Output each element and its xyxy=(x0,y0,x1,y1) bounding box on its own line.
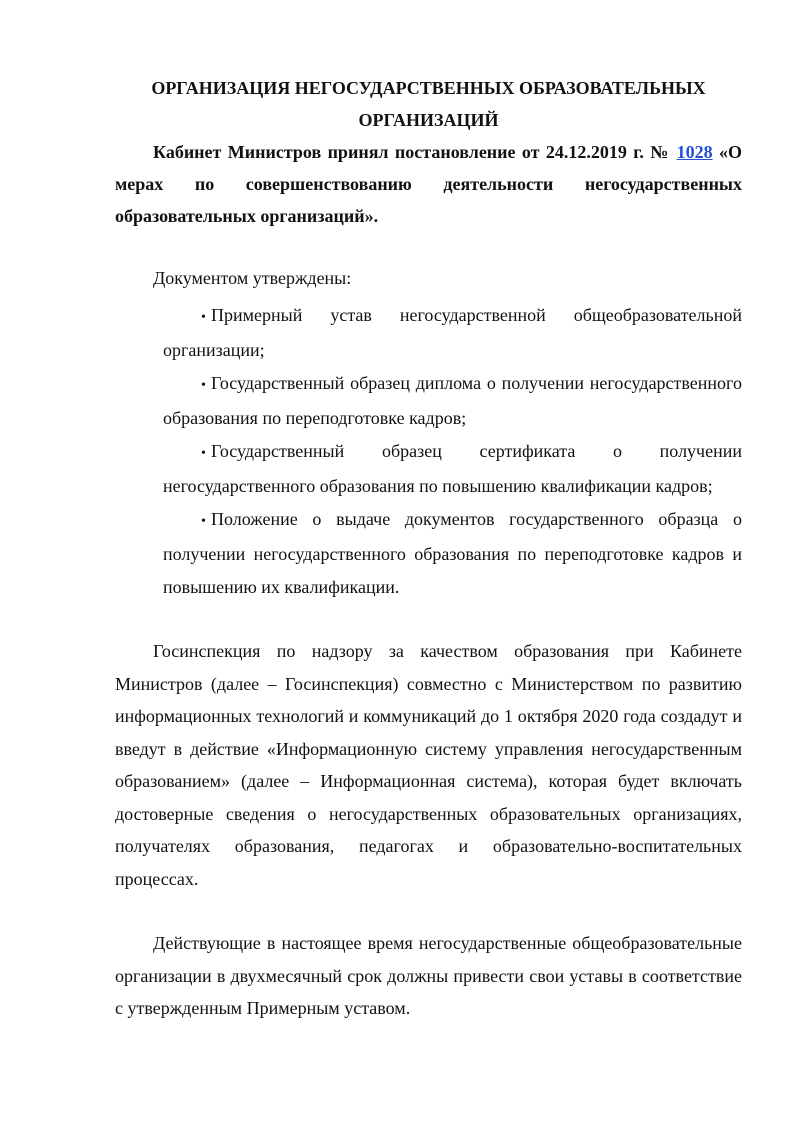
list-item-text: Государственный образец диплома о получении негосударственного образования по переподготовке кадров; xyxy=(163,372,742,428)
inspection-paragraph: Госинспекция по надзору за качеством образования при Кабинете Министров (далее – Госинспекция) совместно с Министерством по развитию информационных технологий и коммуникаций до 1 октября 2020 года создадут и введут в действие «Информационную систему управления негосударственным образованием» (далее – Информационная система), которая будет включать достоверные сведения о негосударственных образовательных организациях, получателях образования, педагогах и образовательно-воспитательных процессах. xyxy=(115,641,742,889)
decree-number-link[interactable]: 1028 xyxy=(676,142,713,162)
list-item xyxy=(163,503,742,604)
decree-title: «О мерах по совершенствованию деятельности негосударственных образовательных организаций». xyxy=(115,142,742,226)
bullet-icon: • xyxy=(201,445,206,461)
list-item-text: Положение о выдаче документов государственного образца о получении негосударственного образования по переподготовке кадров и повышению их квалификации. xyxy=(163,508,742,597)
bullet-icon: • xyxy=(201,377,206,393)
bullet-icon: • xyxy=(201,309,206,325)
bullet-icon: • xyxy=(201,513,206,529)
approved-intro: Документом утверждены: xyxy=(153,268,352,288)
list-item xyxy=(163,367,742,435)
document-title: ОРГАНИЗАЦИЯ НЕГОСУДАРСТВЕННЫХ ОБРАЗОВАТЕЛЬНЫХ ОРГАНИЗАЦИЙ xyxy=(151,78,706,130)
charters-paragraph: Действующие в настоящее время негосударственные общеобразовательные организации в двухмесячный срок должны привести свои уставы в соответствие с утвержденным Примерным уставом. xyxy=(115,933,742,1018)
list-item-text: Примерный устав негосударственной общеобразовательной организации; xyxy=(163,304,742,360)
list-item xyxy=(163,299,742,367)
list-item-text: Государственный образец сертификата о получении негосударственного образования по повышению квалификации кадров; xyxy=(163,440,742,496)
approved-list xyxy=(115,299,742,604)
list-item xyxy=(163,435,742,503)
decree-paragraph xyxy=(115,136,742,232)
decree-prefix: Кабинет Министров принял постановление от 24.12.2019 г. № xyxy=(153,142,677,162)
